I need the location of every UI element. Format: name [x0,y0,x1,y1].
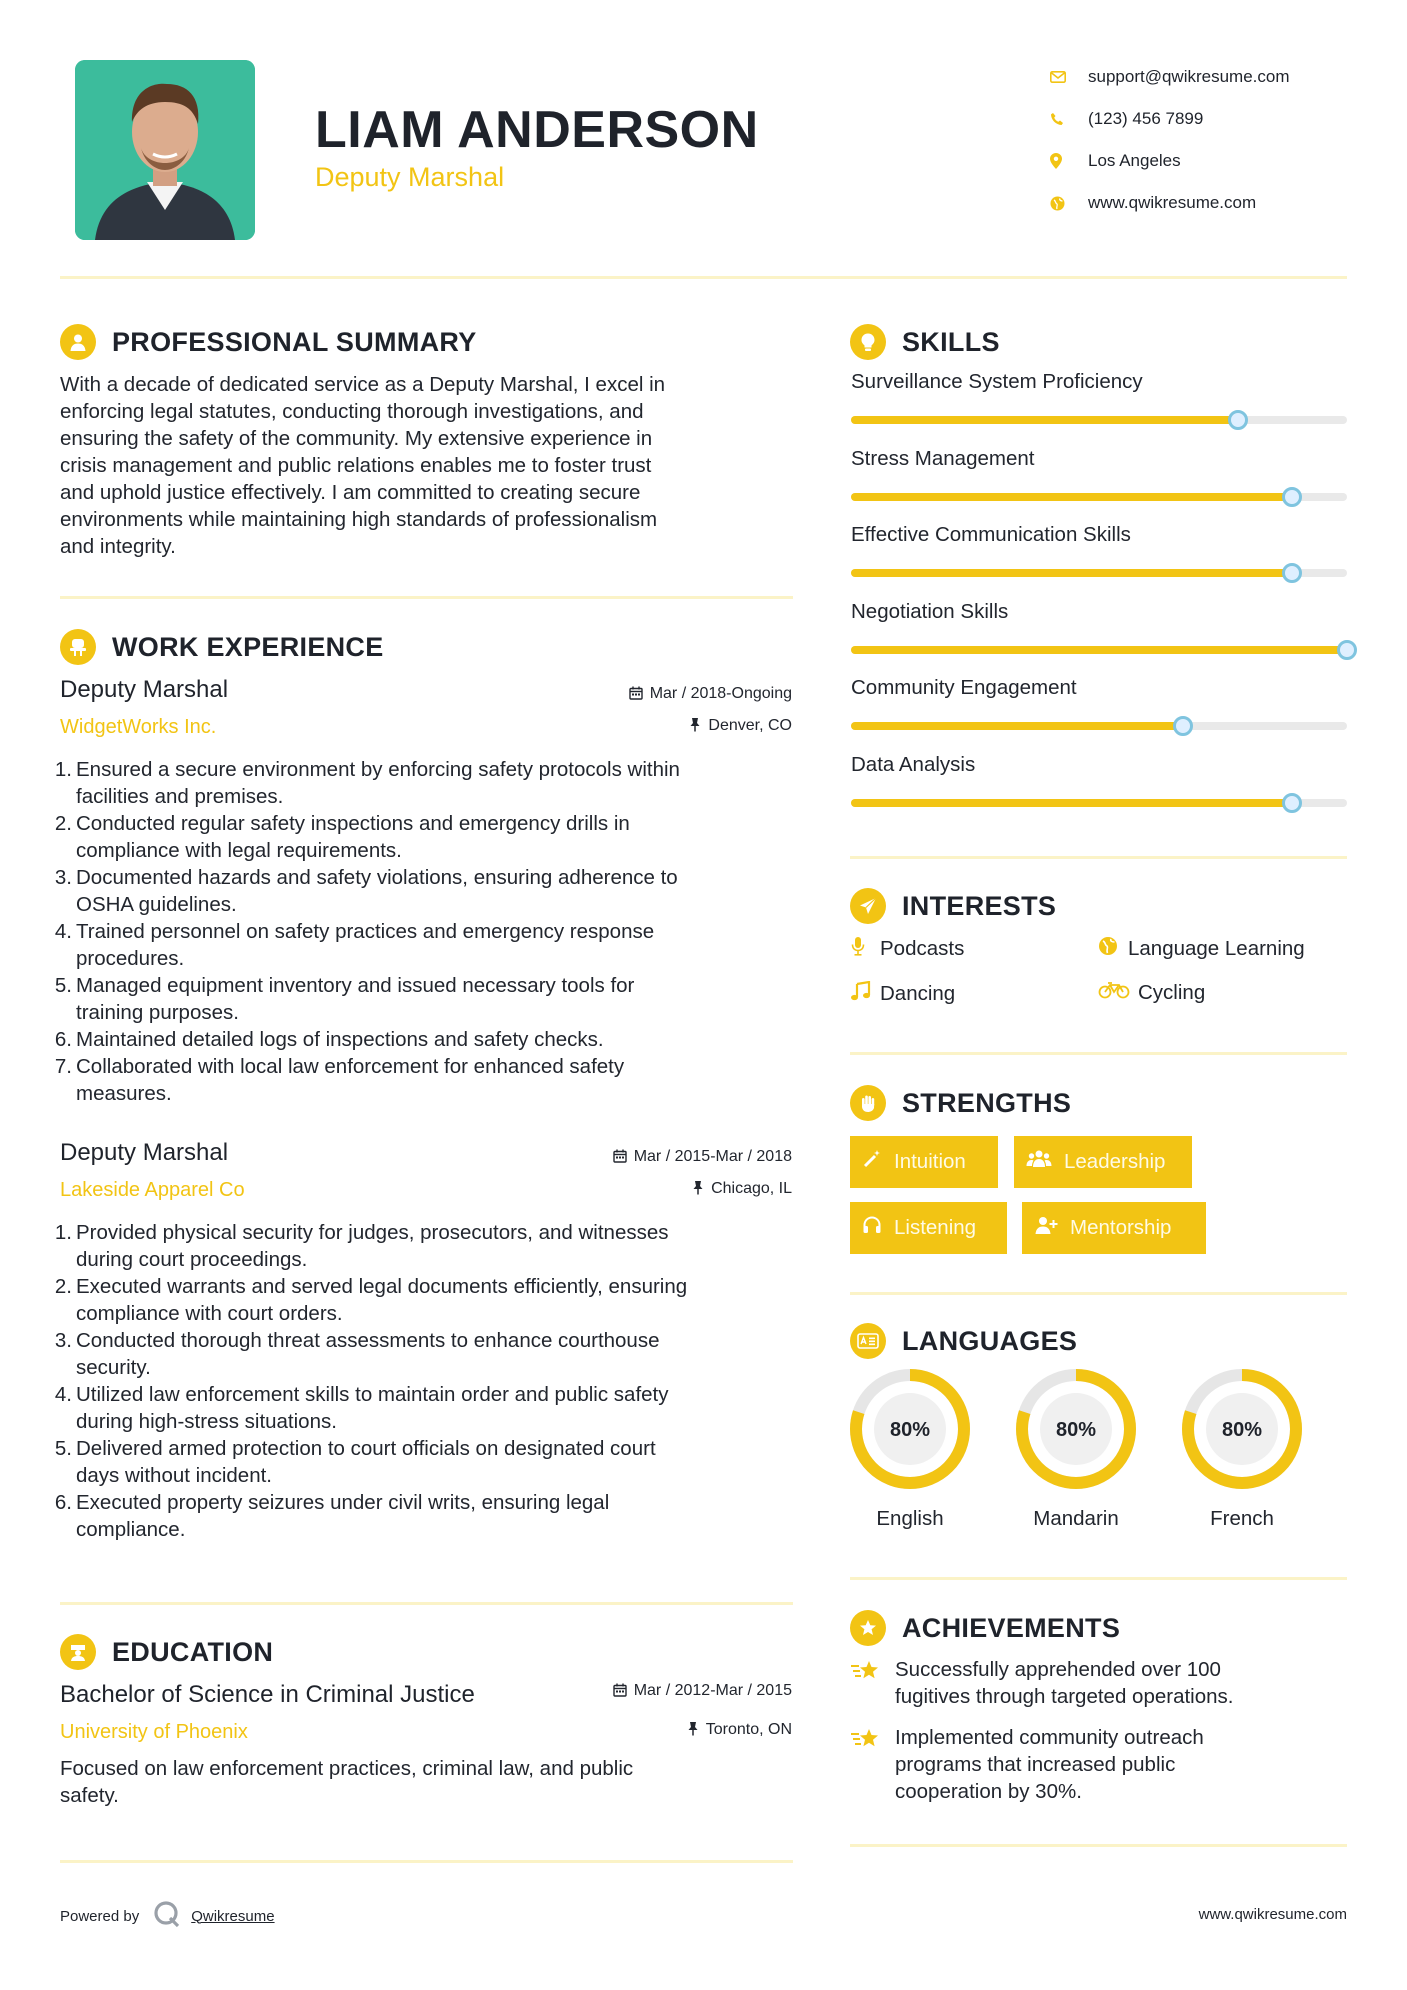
skill-bar-knob [1337,640,1357,660]
contact-phone[interactable] [1050,98,1290,140]
pin-icon [689,717,701,735]
duty-line: during court proceedings. [76,1248,308,1271]
skill-bar-fill [851,416,1238,424]
list-number: 7. [54,1055,72,1078]
skills-divider [850,856,1347,859]
skill-bar-fill [851,646,1347,654]
briefcase-icon [60,629,96,665]
qwikresume-link[interactable]: Qwikresume [191,1907,275,1925]
achievements-title: ACHIEVEMENTS [902,1612,1121,1643]
work-heading [60,629,384,665]
job-date-text: Mar / 2018-Ongoing [649,685,792,702]
degree-title: Bachelor of Science in Criminal Justice [60,1681,475,1708]
summary-text [60,371,800,560]
interest-label: Podcasts [880,937,965,960]
microphone-icon [850,936,878,962]
location-icon [1050,153,1088,169]
achievement-line: fugitives through targeted operations. [895,1685,1234,1708]
job-title: Deputy Marshal [60,676,229,703]
list-item [53,1327,798,1381]
list-number: 5. [54,974,72,997]
interests-divider [850,1052,1347,1055]
skill-bar-fill [851,722,1183,730]
list-item [53,810,798,864]
strength-label: Listening [894,1216,977,1239]
duty-line: during high-stress situations. [76,1410,337,1433]
graduation-icon [60,1634,96,1670]
list-number: 1. [54,758,72,781]
work-title: WORK EXPERIENCE [112,631,384,662]
language-name: Mandarin [1033,1507,1119,1530]
profile-photo [75,60,255,240]
strength-badge [850,1202,1007,1254]
list-item [53,756,798,810]
job-location-text: Chicago, IL [711,1180,792,1197]
job-date [540,1148,792,1166]
list-item [53,1489,798,1543]
duty-line: compliance. [76,1518,186,1541]
education-line: Focused on law enforcement practices, criminal law, and public [60,1757,634,1780]
education-description [60,1755,800,1809]
skills-heading [850,324,1000,360]
summary-line: ensuring the safety of the community. My extensive experience in [60,427,653,450]
list-item [53,1435,798,1489]
powered-by-text: Powered by [60,1907,140,1925]
summary-divider [60,596,793,599]
duty-line: Managed equipment inventory and issued necessary tools for [76,974,635,997]
skill-name: Stress Management [851,446,1035,470]
list-number: 2. [54,812,72,835]
lightbulb-icon [850,324,886,360]
globe-icon [1098,936,1126,962]
skill-bar-track [851,493,1347,501]
achievement-item [850,1656,1330,1710]
summary-heading [60,324,477,360]
skill-bar-fill [851,569,1292,577]
list-number: 6. [54,1028,72,1051]
headphones-icon [862,1215,882,1241]
job-company: Lakeside Apparel Co [60,1179,245,1201]
education-location [560,1721,792,1739]
list-number: 4. [54,1383,72,1406]
duty-line: measures. [76,1082,172,1105]
language-ring [1182,1369,1302,1489]
hand-icon [850,1085,886,1121]
music-note-icon [850,981,878,1007]
pin-icon [687,1721,699,1739]
summary-line: environments while maintaining high standards of professionalism [60,508,658,531]
languages-title: LANGUAGES [902,1325,1078,1356]
duty-line: Provided physical security for judges, prosecutors, and witnesses [76,1221,669,1244]
list-item [53,1053,798,1107]
achievements-heading [850,1610,1120,1646]
language-ring [1016,1369,1136,1489]
strength-label: Mentorship [1070,1216,1172,1239]
achievement-line: cooperation by 30%. [895,1780,1082,1803]
summary-line: crisis management and public relations enables me to foster trust [60,454,652,477]
language-name: English [876,1507,944,1530]
phone-icon [1050,112,1088,126]
candidate-title: Deputy Marshal [315,162,505,192]
contact-website[interactable] [1050,182,1290,224]
contact-email[interactable] [1050,56,1290,98]
list-number: 1. [54,1221,72,1244]
trophy-star-icon [850,1724,895,1805]
education-divider [60,1860,793,1863]
interest-label: Cycling [1138,981,1206,1004]
interest-item [1098,981,1205,1005]
education-date [540,1682,792,1700]
duty-line: Executed property seizures under civil writs, ensuring legal [76,1491,610,1514]
calendar-icon [629,686,643,703]
duty-line: Documented hazards and safety violations, ensuring adherence to [76,866,678,889]
contact-email-text: support@qwikresume.com [1088,67,1290,86]
language-percent: 80% [1055,1419,1097,1441]
duty-line: Collaborated with local law enforcement for enhanced safety [76,1055,625,1078]
work-divider [60,1602,793,1605]
interest-item [850,981,955,1007]
skill-bar-knob [1228,410,1248,430]
summary-line: and uphold justice effectively. I am committed to creating secure [60,481,641,504]
list-number: 3. [54,866,72,889]
job-location-text: Denver, CO [708,717,792,734]
footer-powered-by [60,1900,275,1932]
language-percent: 80% [1221,1419,1263,1441]
duty-line: Delivered armed protection to court officials on designated court [76,1437,656,1460]
contact-list [1050,56,1290,224]
paper-plane-icon [850,888,886,924]
trophy-star-icon [850,1656,895,1710]
duty-line: Conducted thorough threat assessments to enhance courthouse [76,1329,660,1352]
list-item [53,918,798,972]
strength-badge [1022,1202,1206,1254]
user-plus-icon [1034,1215,1058,1241]
school-name: University of Phoenix [60,1721,248,1743]
duty-line: Executed warrants and served legal documents efficiently, ensuring [76,1275,688,1298]
skill-bar-fill [851,493,1292,501]
skill-name: Surveillance System Proficiency [851,370,1143,393]
duty-line: procedures. [76,947,185,970]
qwikresume-logo-icon [153,1900,181,1932]
education-line: safety. [60,1784,119,1807]
email-icon [1050,71,1088,83]
globe-icon [1050,196,1088,211]
footer-website-link[interactable]: www.qwikresume.com [1198,1906,1347,1923]
list-number: 3. [54,1329,72,1352]
job-company: WidgetWorks Inc. [60,716,217,738]
list-number: 4. [54,920,72,943]
job-title: Deputy Marshal [60,1139,229,1166]
skill-bar-track [851,416,1347,424]
summary-line: enforcing legal statutes, conducting thorough investigations, and [60,400,644,423]
star-badge-icon [850,1610,886,1646]
duty-line: days without incident. [76,1464,273,1487]
skill-bar-knob [1173,716,1193,736]
users-icon [1026,1149,1052,1175]
list-item [53,864,798,918]
skill-name: Effective Communication Skills [851,523,1131,546]
job-duties [53,1219,798,1543]
contact-location [1050,140,1290,182]
list-number: 2. [54,1275,72,1298]
language-percent: 80% [889,1419,931,1441]
strength-badge [1014,1136,1192,1188]
job-location [560,1180,792,1198]
achievement-line: Successfully apprehended over 100 [895,1658,1221,1681]
list-item [53,1026,798,1053]
skill-bar-track [851,722,1347,730]
skill-bar-knob [1282,487,1302,507]
strengths-title: STRENGTHS [902,1087,1072,1118]
interest-item [1098,936,1305,962]
magic-wand-icon [862,1149,882,1175]
skill-bar-track [851,646,1347,654]
list-item [53,972,798,1026]
education-heading [60,1634,273,1670]
list-number: 5. [54,1437,72,1460]
calendar-icon [613,1683,627,1700]
candidate-name: LIAM ANDERSON [315,101,759,159]
duty-line: OSHA guidelines. [76,893,237,916]
interests-title: INTERESTS [902,890,1057,921]
skill-bar-knob [1282,793,1302,813]
contact-location-text: Los Angeles [1088,151,1181,170]
job-duties [53,756,798,1107]
header-divider [60,276,1347,279]
education-location-text: Toronto, ON [705,1721,792,1738]
skill-bar-knob [1282,563,1302,583]
person-portrait-icon [75,60,255,240]
duty-line: training purposes. [76,1001,239,1024]
contact-phone-text: (123) 456 7899 [1088,109,1204,128]
language-icon [850,1323,886,1359]
achievement-line: programs that increased public [895,1753,1176,1776]
education-date-text: Mar / 2012-Mar / 2015 [633,1682,792,1699]
job-date [560,685,792,703]
job-location [560,717,792,735]
user-icon [60,324,96,360]
skill-bar-track [851,799,1347,807]
interest-item [850,936,964,962]
achievement-item [850,1724,1330,1805]
duty-line: Maintained detailed logs of inspections and safety checks. [76,1028,604,1051]
duty-line: Trained personnel on safety practices and emergency response [76,920,655,943]
skill-name: Negotiation Skills [851,599,1009,623]
duty-line: Ensured a secure environment by enforcing safety protocols within [76,758,680,781]
strengths-heading [850,1085,1071,1121]
skill-name: Data Analysis [851,752,976,776]
skills-title: SKILLS [902,326,1000,357]
skill-bar-track [851,569,1347,577]
duty-line: compliance with legal requirements. [76,839,402,862]
skill-bar-fill [851,799,1292,807]
summary-title: PROFESSIONAL SUMMARY [112,326,477,357]
calendar-icon [613,1149,627,1166]
interests-heading [850,888,1056,924]
list-item [53,1381,798,1435]
strength-label: Leadership [1064,1150,1166,1173]
achievement-line: Implemented community outreach [895,1726,1204,1749]
list-number: 6. [54,1491,72,1514]
achievements-divider [850,1844,1347,1847]
skill-name: Community Engagement [851,676,1077,699]
duty-line: compliance with court orders. [76,1302,343,1325]
education-title: EDUCATION [112,1636,274,1667]
duty-line: Conducted regular safety inspections and emergency drills in [76,812,630,835]
bicycle-icon [1098,981,1136,1005]
languages-heading [850,1323,1077,1359]
language-ring [850,1369,970,1489]
job-date-text: Mar / 2015-Mar / 2018 [633,1148,792,1165]
language-name: French [1210,1507,1274,1530]
list-item [53,1219,798,1273]
interest-label: Language Learning [1128,937,1305,960]
list-item [53,1273,798,1327]
duty-line: Utilized law enforcement skills to maintain order and public safety [76,1383,669,1406]
pin-icon [692,1180,704,1198]
duty-line: facilities and premises. [76,785,284,808]
summary-line: With a decade of dedicated service as a Deputy Marshal, I excel in [60,373,666,396]
summary-line: and integrity. [60,535,176,558]
duty-line: security. [76,1356,151,1379]
strengths-divider [850,1292,1347,1295]
contact-website-text: www.qwikresume.com [1088,193,1257,212]
interest-label: Dancing [880,982,956,1005]
languages-divider [850,1577,1347,1580]
strength-badge [850,1136,998,1188]
strength-label: Intuition [894,1150,966,1173]
